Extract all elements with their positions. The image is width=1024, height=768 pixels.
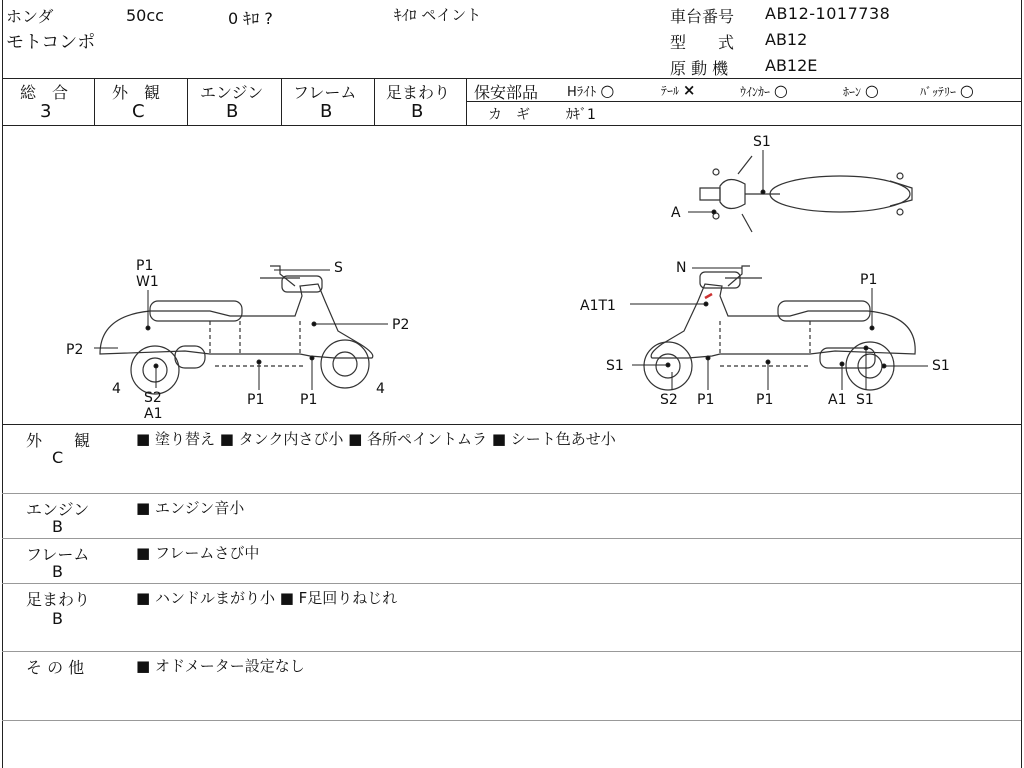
mileage-text: 0 ｷﾛ ? [228, 9, 273, 28]
frame-no-value: AB12-1017738 [765, 4, 891, 23]
safety-divider [466, 101, 1021, 102]
grade-header-frame: フレーム [293, 83, 357, 102]
safety-item-tail: ﾃｰﾙ × [661, 81, 696, 99]
notes-divider [2, 583, 1021, 584]
top-label-s1: S1 [753, 134, 771, 150]
note-text: ■ ハンドルまがり小 ■ F足回りねじれ [136, 589, 398, 607]
grade-header-overall: 総 合 [20, 83, 69, 102]
notes-divider [2, 720, 1021, 721]
model-name-text: モトコンポ [6, 32, 96, 53]
note-category: 足まわり [26, 590, 91, 609]
note-text: ■ 塗り替え ■ タンク内さび小 ■ 各所ペイントムラ ■ シート色あせ小 [136, 430, 616, 448]
safety-item-battery: ﾊﾞｯﾃﾘｰ ○ [920, 81, 974, 100]
note-category: そ の 他 [26, 658, 85, 677]
note-text: ■ オドメーター設定なし [136, 657, 305, 675]
damage-diagram [0, 126, 1024, 426]
grade-value-suspension: B [411, 101, 424, 122]
note-category: 外 観 [26, 431, 91, 450]
safety-item-horn: ﾎｰﾝ ○ [843, 81, 879, 100]
left-label-s2: S2 [144, 390, 162, 406]
frame-no-label: 車台番号 [670, 7, 735, 26]
grade-table-top [2, 78, 1021, 79]
left-label-s: S [334, 260, 343, 276]
grade-divider [187, 78, 188, 125]
note-category: エンジン [26, 500, 90, 519]
note-category: フレーム [26, 545, 90, 564]
key-label: カ ギ [488, 107, 530, 123]
grade-value-overall: 3 [40, 101, 52, 122]
note-grade: B [52, 517, 63, 536]
notes-top-border [2, 424, 1021, 425]
right-label-s2: S2 [660, 392, 678, 408]
safety-item-headlight: Hﾗｲﾄ ○ [567, 81, 615, 100]
right-label-p1-top: P1 [860, 272, 878, 288]
key-value: ｶｷﾞ1 [566, 107, 596, 123]
notes-divider [2, 493, 1021, 494]
note-text: ■ エンジン音小 [136, 499, 245, 517]
notes-divider [2, 651, 1021, 652]
left-label-p1-bottom-b: P1 [300, 392, 318, 408]
right-label-n: N [676, 260, 687, 276]
right-label-a1: A1 [828, 392, 847, 408]
note-grade: B [52, 609, 63, 628]
engine-label: 原 動 機 [670, 59, 729, 78]
engine-value: AB12E [765, 56, 818, 75]
right-label-s1-bottom: S1 [856, 392, 874, 408]
type-label: 型 式 [670, 33, 735, 52]
left-label-w1: W1 [136, 274, 159, 290]
left-label-p2-left: P2 [66, 342, 84, 358]
note-grade: C [52, 448, 64, 467]
note-text: ■ フレームさび中 [136, 544, 260, 562]
right-label-p1-bottom-b: P1 [756, 392, 774, 408]
grade-value-engine: B [226, 101, 239, 122]
left-label-a1: A1 [144, 406, 163, 422]
right-label-a1t1: A1T1 [580, 298, 616, 314]
right-label-p1-bottom-a: P1 [697, 392, 715, 408]
grade-header-suspension: 足まわり [386, 83, 451, 102]
left-label-p2-right: P2 [392, 317, 410, 333]
grade-value-frame: B [320, 101, 333, 122]
top-label-a: A [671, 205, 681, 221]
left-label-4-front: 4 [112, 381, 121, 397]
right-label-s1-right: S1 [932, 358, 950, 374]
right-label-s1-left: S1 [606, 358, 624, 374]
color-text: ｷｲﾛ ペイント [394, 6, 482, 24]
safety-item-winker: ｳｲﾝｶｰ ○ [740, 81, 788, 100]
left-label-p1: P1 [136, 258, 154, 274]
grade-header-engine: エンジン [200, 83, 264, 102]
grade-header-exterior: 外 観 [112, 83, 161, 102]
displacement-text: 50cc [126, 6, 164, 25]
grade-divider [281, 78, 282, 125]
top-view-scooter [700, 156, 912, 232]
notes-divider [2, 538, 1021, 539]
maker-text: ホンダ [6, 7, 54, 26]
safety-label: 保安部品 [474, 83, 539, 102]
note-grade: B [52, 562, 63, 581]
grade-divider [374, 78, 375, 125]
left-label-4-rear: 4 [376, 381, 385, 397]
grade-divider [94, 78, 95, 125]
grade-value-exterior: C [132, 101, 145, 122]
left-label-p1-bottom-a: P1 [247, 392, 265, 408]
type-value: AB12 [765, 30, 808, 49]
